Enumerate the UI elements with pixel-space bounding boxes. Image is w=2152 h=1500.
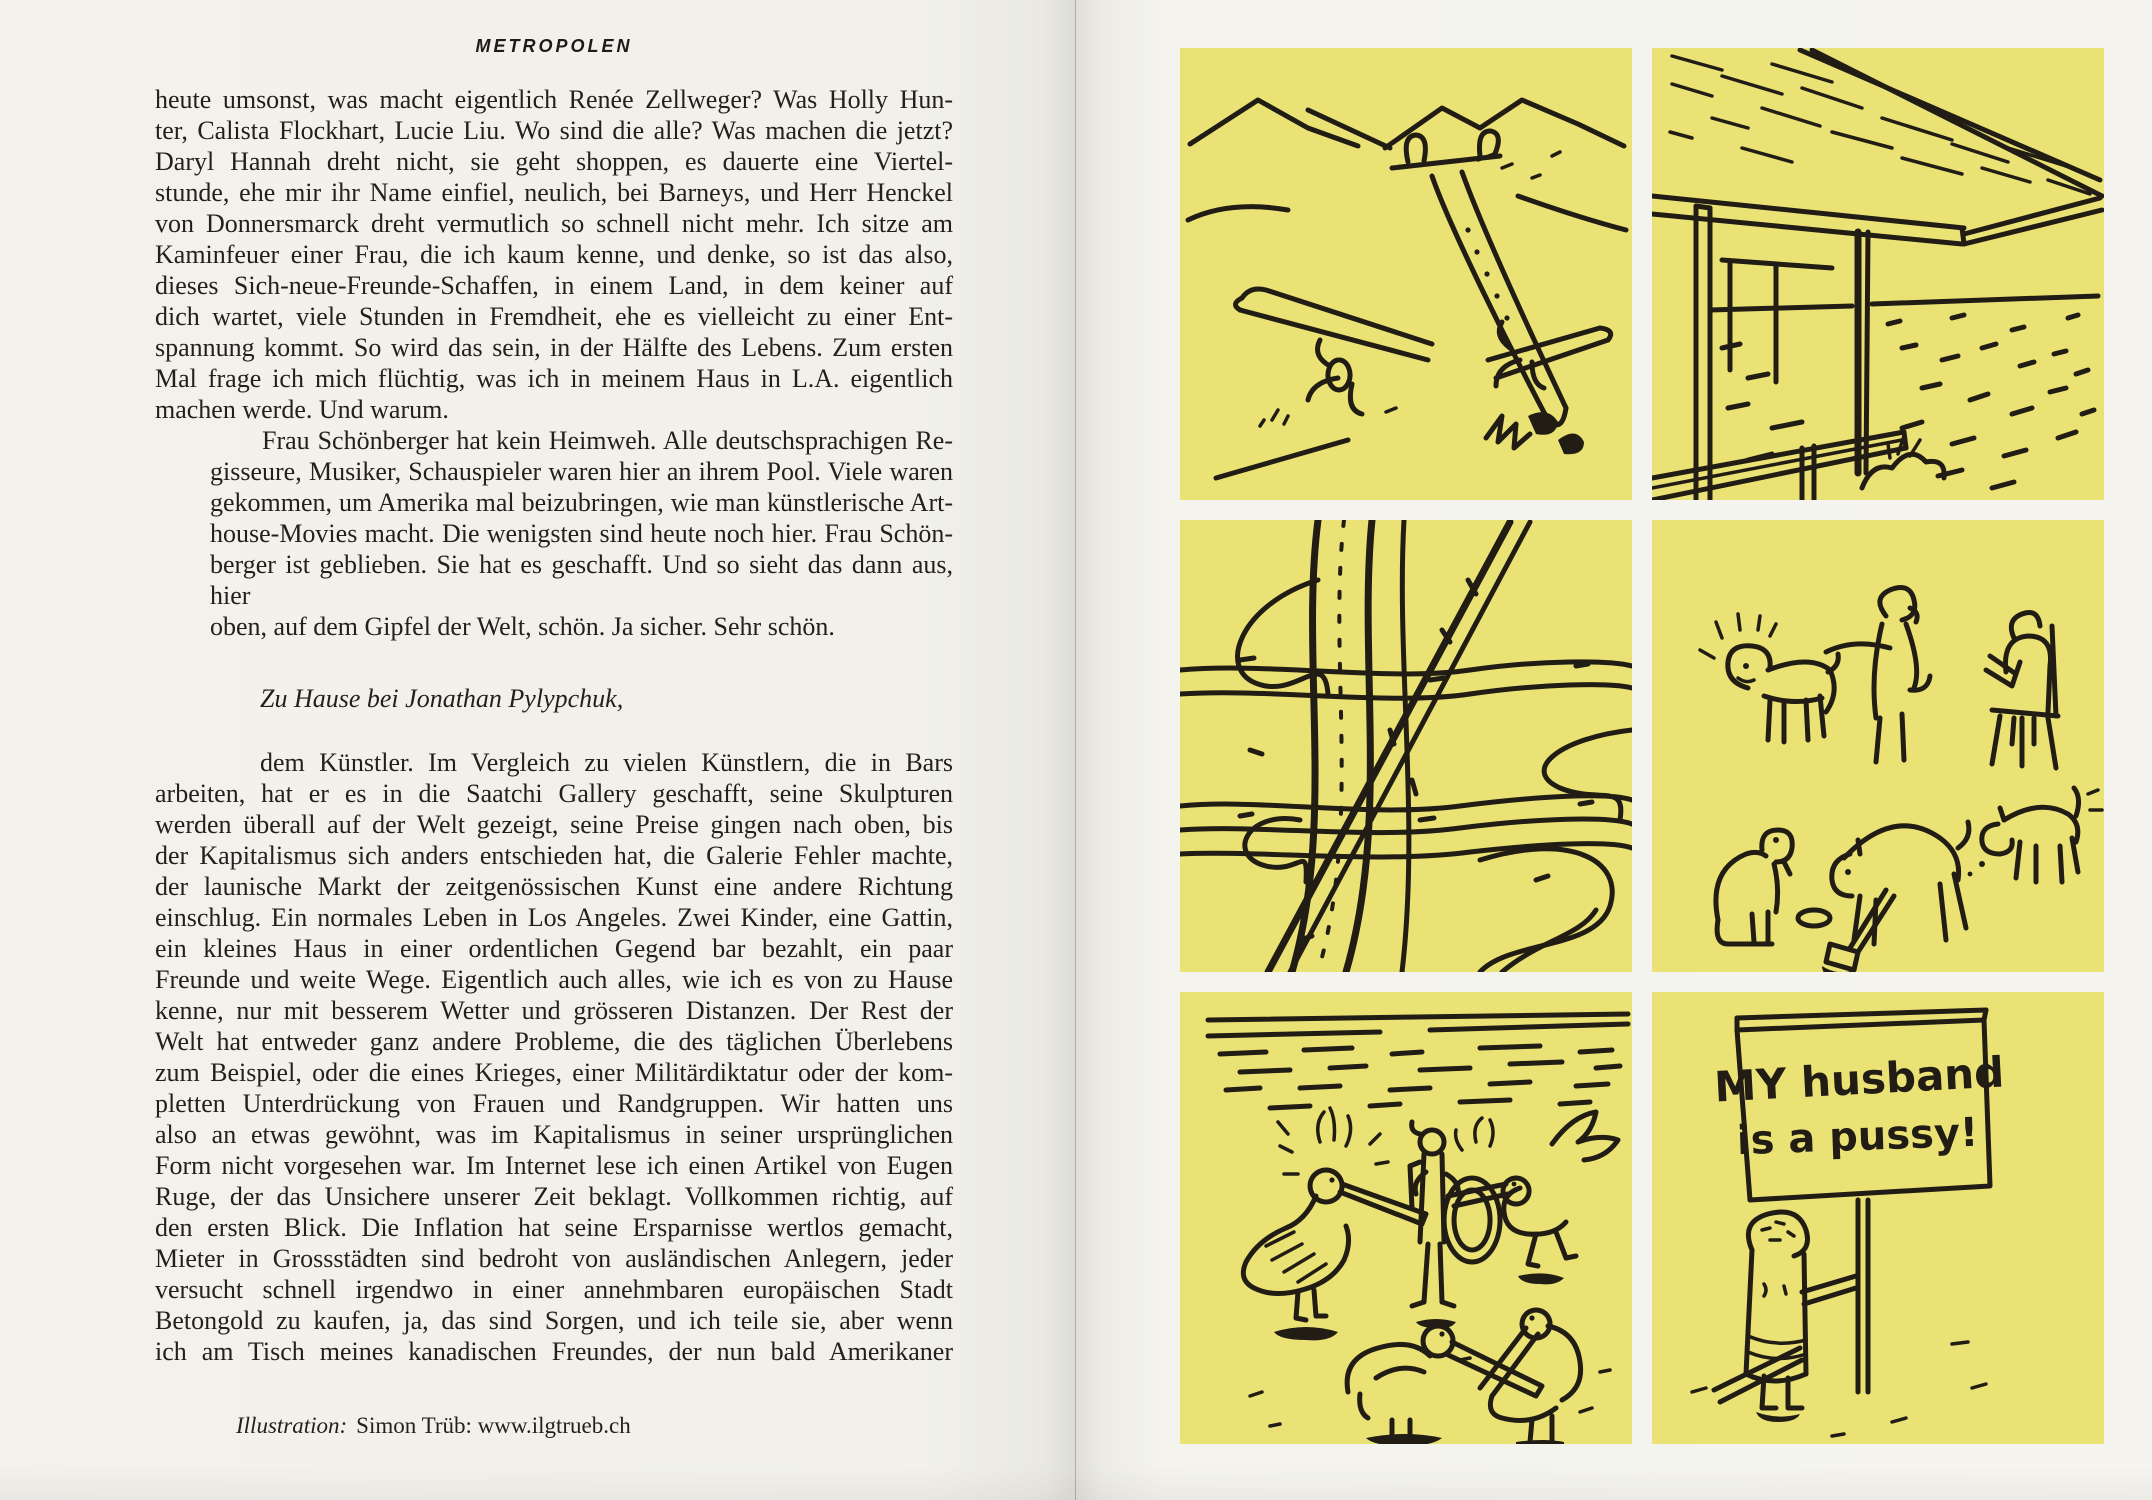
horizon (1710, 296, 2098, 310)
porch-desert-illustration (1652, 48, 2104, 500)
right-page (1076, 0, 2152, 1500)
text-line: dieses Sich-neue-Freunde-Schaffen, in einem Land, in dem keiner auf (155, 271, 953, 300)
dog-scooping (1822, 822, 1969, 972)
text-line: ein kleines Haus in einer ordentlichen Gegend bar bezahlt, ein paar (155, 934, 953, 963)
section-heading: Zu Hause bei Jonathan Pylypchuk, (260, 684, 624, 713)
sea-horizon (1208, 1014, 1628, 1108)
text-line: oben, auf dem Gipfel der Welt, schön. Ja sicher. Sehr schön. (210, 612, 835, 641)
startled-dog (1700, 614, 1838, 742)
credit-value: Simon Trüb: www.ilgtrueb.ch (356, 1413, 631, 1438)
text-line: Mal frage ich mich flüchtig, was ich in meinem Haus in L.A. eigentlich (155, 364, 953, 393)
text-line: dich wartet, viele Stunden in Fremdheit, ehe es vielleicht zu einer Ent- (155, 302, 953, 331)
paragraph-3 (155, 747, 953, 1367)
text-line: Freunde und weite Wege. Eigentlich auch alles, wie ich es von zu Hause (155, 965, 953, 994)
roof (1652, 50, 2102, 244)
ground-marks (1216, 408, 1396, 478)
text-line: von Donnersmarck dreht vermutlich so schnell nicht mehr. Ich sitze am (155, 209, 953, 238)
ground-marks (1692, 1342, 1986, 1436)
sign-text-line-1: MY husband (1713, 1047, 2006, 1112)
text-line: Form nicht vorgesehen war. Im Internet lese ich einen Artikel von Eugen (155, 1151, 953, 1180)
text-column (155, 36, 953, 1439)
protest-sign-illustration (1652, 992, 2104, 1444)
text-line: Betongold zu kaufen, ja, das sind Sorgen, und ich teile sie, aber wenn (155, 1306, 953, 1335)
text-line: versucht schnell irgendwo in einer annehmbaren europäischen Stadt (155, 1275, 953, 1304)
credit-label: Illustration: (236, 1413, 348, 1438)
text-line: heute umsonst, was macht eigentlich Renée Zellweger? Was Holly Hun- (155, 85, 953, 114)
text-line: Daryl Hannah dreht nicht, sie geht shoppen, es dauerte eine Viertel- (155, 147, 953, 176)
text-line: spannung kommt. So wird das sein, in der Hälfte des Lebens. Zum ersten (155, 333, 953, 362)
dog-park-illustration (1652, 520, 2104, 972)
text-line: also an etwas gewöhnt, was im Kapitalismus in seiner ursprünglichen (155, 1120, 953, 1149)
panel-pelicans (1180, 992, 1632, 1444)
road-dashes (1240, 580, 1592, 940)
text-line: Kaminfeuer einer Frau, die ich kaum kenne, und denke, so ist das also, (155, 240, 953, 269)
text-line: zum Beispiel, oder die eines Krieges, einer Militärdiktatur oder der kom- (155, 1058, 953, 1087)
sign-text-line-2: is a pussy! (1736, 1109, 1979, 1165)
text-line: Ruge, der das Unsichere unserer Zeit beklagt. Vollkommen richtig, auf (155, 1182, 953, 1211)
text-line: den ersten Blick. Die Inflation hat seine Ersparnisse wertlos gemacht, (155, 1213, 953, 1242)
diagonal-road (1268, 522, 1530, 972)
walking-dog (1968, 788, 2102, 882)
text-line: dem Künstler. Im Vergleich zu vielen Künstlern, die in Bars (260, 748, 953, 777)
freeway-interchange-illustration (1180, 520, 1632, 972)
text-line: gisseure, Musiker, Schauspieler waren hier an ihrem Pool. Viele waren (210, 457, 953, 486)
panel-freeway (1180, 520, 1632, 972)
dog-with-bowl (1716, 830, 1830, 944)
text-line: berger ist geblieben. Sie hat es geschafft. Und so sieht das dann aus, hier (210, 550, 953, 610)
crash-impact (1486, 412, 1584, 454)
pelican-flaming (1243, 1108, 1426, 1340)
text-line: arbeiten, hat er es in die Saatchi Gallery geschafft, seine Skulpturen (155, 779, 953, 808)
text-line: stunde, ehe mir ihr Name einfiel, neulich, bei Barneys, und Herr Henckel (155, 178, 953, 207)
text-line: machen werde. Und warum. (155, 395, 449, 424)
text-line: pletten Unterdrückung von Frauen und Randgruppen. Wir hatten uns (155, 1089, 953, 1118)
sand-marks (1250, 1358, 1610, 1426)
panel-protest-sign (1652, 992, 2104, 1444)
text-line: Frau Schönberger hat kein Heimweh. Alle deutschsprachigen Re- (262, 426, 953, 455)
text-line: Mieter in Grossstädten sind bedroht von ausländischen Anlegern, jeder (155, 1244, 953, 1273)
plane-crash-illustration (1180, 48, 1632, 500)
illustration-credit (155, 1413, 953, 1439)
panel-porch-desert (1652, 48, 2104, 500)
sign-text (1713, 1047, 2005, 1164)
text-line: einschlug. Ein normales Leben in Los Angeles. Zwei Kinder, eine Gattin, (155, 903, 953, 932)
page-header: METROPOLEN (475, 36, 633, 56)
text-line: werden überall auf der Welt gezeigt, seine Preise gingen nach oben, bis (155, 810, 953, 839)
text-line: house-Movies macht. Die wenigsten sind heute noch hier. Frau Schön- (210, 519, 953, 548)
paragraph-1 (155, 84, 953, 425)
text-line: der launische Markt der zeitgenössischen Kunst eine andere Richtung (155, 872, 953, 901)
stump-character (1714, 1212, 1856, 1422)
text-line: gekommen, um Amerika mal beizubringen, wie man künstlerische Art- (210, 488, 953, 517)
text-line: der Kapitalismus sich anders entschieden hat, die Galerie Fehler machte, (155, 841, 953, 870)
airplane (1235, 131, 1610, 454)
panel-plane-crash (1180, 48, 1632, 500)
pelicans-beach-illustration (1180, 992, 1632, 1444)
paragraph-2 (210, 425, 953, 642)
poodle-standing (1826, 588, 1930, 762)
sign-post (1858, 1200, 1868, 1392)
text-line: ter, Calista Flockhart, Lucie Liu. Wo sind die alle? Was machen die jetzt? (155, 116, 953, 145)
text-line: ich am Tisch meines kanadischen Freundes, der nun bald Amerikaner (155, 1337, 953, 1366)
text-line: kenne, nur mit besserem Wetter und grösseren Distanzen. Der Rest der (155, 996, 953, 1025)
text-line: Welt hat entweder ganz andere Probleme, die des täglichen Überlebens (155, 1027, 953, 1056)
panel-dog-park (1652, 520, 2104, 972)
dog-reading-on-chair (1986, 613, 2058, 769)
